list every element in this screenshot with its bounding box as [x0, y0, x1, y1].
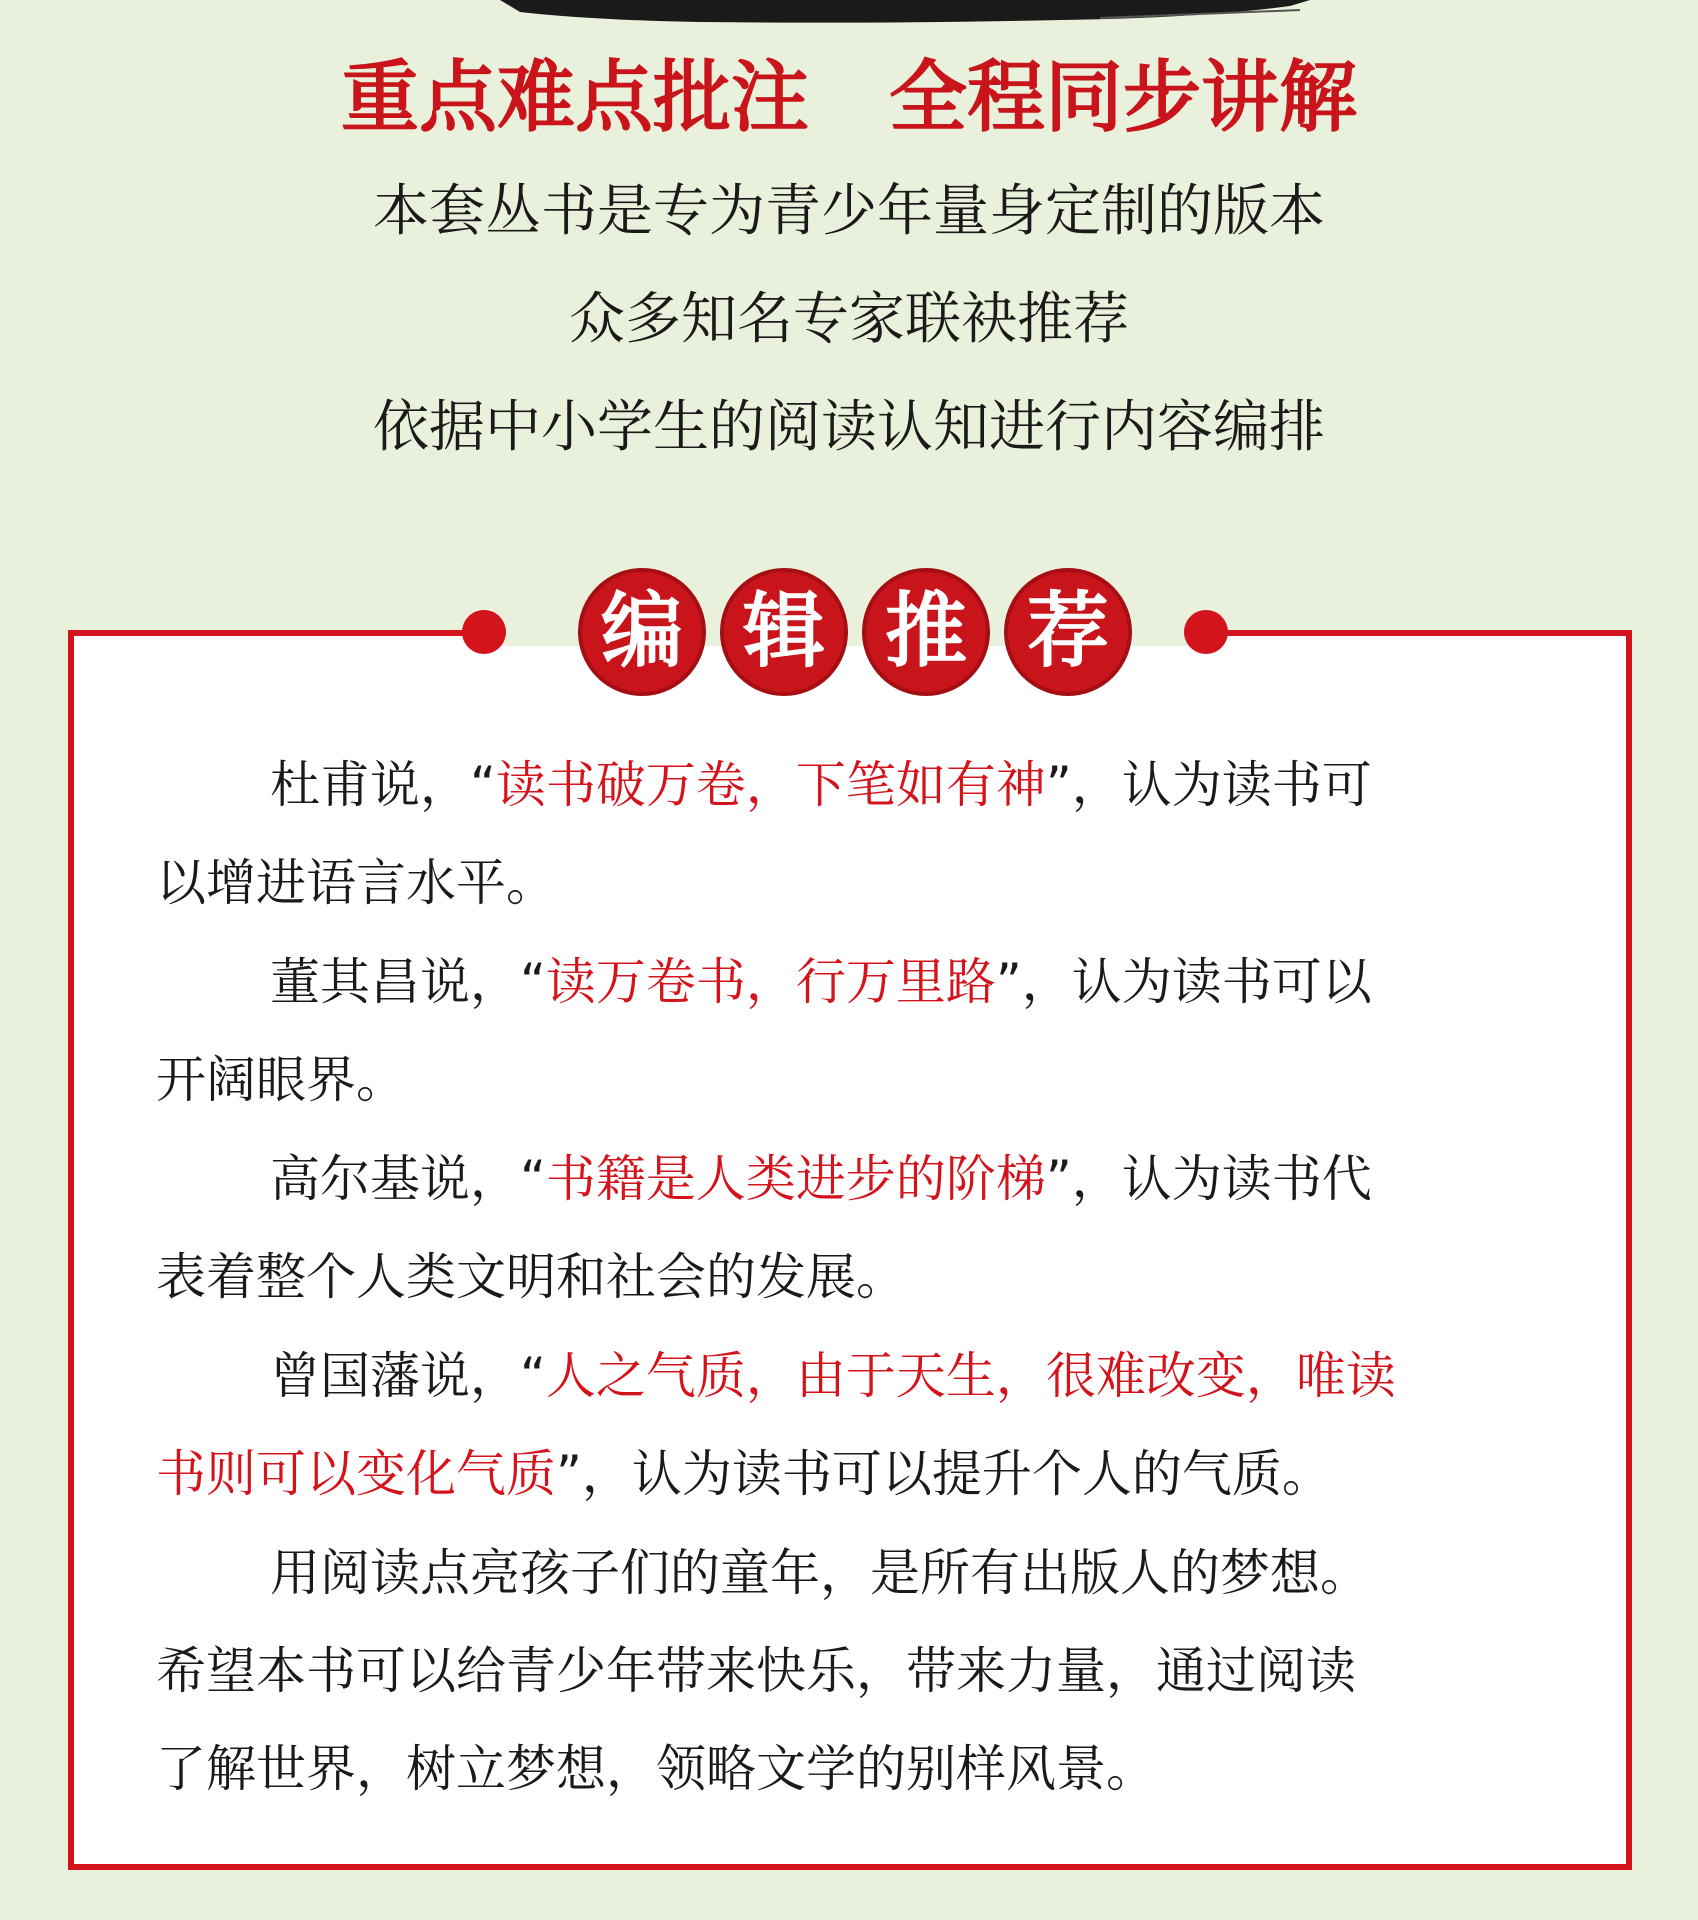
- closing-line-3: 了解世界，树立梦想，领略文学的别样风景。: [156, 1740, 1156, 1798]
- comment-text: ”，认为读书可以提升个人的气质。: [556, 1445, 1332, 1503]
- title-badge-1: 编: [578, 568, 706, 696]
- headline-left: 重点难点批注: [340, 52, 809, 143]
- quote-text-part1: 人之气质，由于天生，很难改变，唯读: [545, 1347, 1396, 1405]
- section-title: [578, 568, 1132, 696]
- title-right-dot: [1184, 610, 1228, 654]
- continuation-text: 表着整个人类文明和社会的发展。: [156, 1248, 906, 1306]
- comment-text: ”，认为读书可: [1045, 756, 1372, 814]
- closing-line-2: 希望本书可以给青少年带来快乐，带来力量，通过阅读: [156, 1642, 1356, 1700]
- quote-text: 书籍是人类进步的阶梯: [545, 1150, 1046, 1208]
- title-badge-3: 推: [862, 568, 990, 696]
- quote-text: 读书破万卷，下笔如有神: [495, 756, 1046, 814]
- quote-text: 读万卷书，行万里路: [545, 953, 996, 1011]
- speaker-text: 杜甫说，“: [270, 756, 496, 814]
- intro-line-2: 众多知名专家联袂推荐: [569, 287, 1129, 352]
- comment-text: ”，认为读书可以: [995, 953, 1372, 1011]
- title-badge-4: 荐: [1004, 568, 1132, 696]
- continuation-text: 开阔眼界。: [156, 1051, 406, 1109]
- paragraph-du-fu: [156, 736, 1546, 932]
- continuation-text: 以增进语言水平。: [156, 854, 556, 912]
- intro-line-1: 本套丛书是专为青少年量身定制的版本: [373, 179, 1325, 244]
- paragraph-gorky: [156, 1130, 1546, 1326]
- speaker-text: 高尔基说，“: [270, 1150, 546, 1208]
- brush-stroke-decoration: [500, 0, 1310, 26]
- headline-right: 全程同步讲解: [889, 52, 1358, 143]
- intro-line-3: 依据中小学生的阅读认知进行内容编排: [373, 395, 1325, 460]
- paragraph-zeng-guofan: [156, 1327, 1546, 1523]
- headline: [0, 48, 1698, 148]
- paragraph-closing: [156, 1524, 1546, 1818]
- speaker-text: 曾国藩说，“: [270, 1347, 546, 1405]
- speaker-text: 董其昌说，“: [270, 953, 546, 1011]
- title-badge-2: 辑: [720, 568, 848, 696]
- quote-text-part2: 书则可以变化气质: [156, 1445, 556, 1503]
- title-left-dot: [462, 610, 506, 654]
- closing-line-1: 用阅读点亮孩子们的童年，是所有出版人的梦想。: [270, 1544, 1370, 1602]
- comment-text: ”，认为读书代: [1045, 1150, 1372, 1208]
- paragraph-dong-qichang: [156, 933, 1546, 1129]
